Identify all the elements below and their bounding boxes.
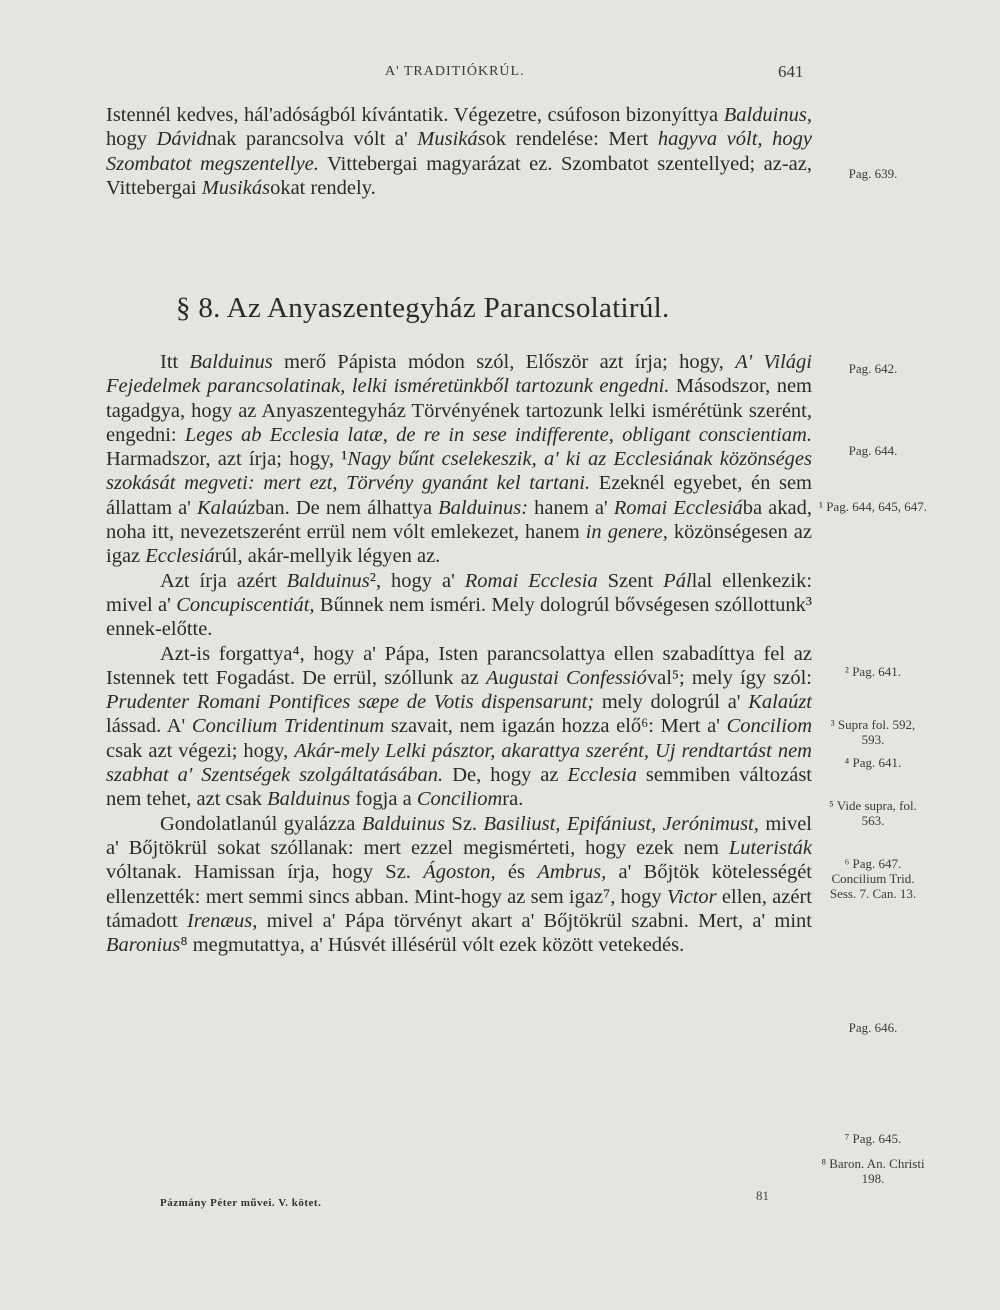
margin-note: Pag. 644.	[848, 443, 898, 458]
text-segment: Ecclesia	[567, 764, 637, 787]
text-segment: Gondolatlanúl gyalázza	[160, 812, 362, 835]
text-segment: csak azt végezi; hogy,	[106, 739, 295, 762]
text-segment: Luteristák	[728, 836, 812, 859]
text-segment: Szent	[597, 569, 664, 592]
text-segment: Ambrus,	[537, 861, 607, 884]
text-segment: szavait, nem igazán hozza elő	[384, 715, 642, 738]
text-segment: okat rendely.	[270, 176, 376, 199]
margin-note: ¹ Pag. 644, 645, 647.	[819, 499, 927, 514]
text-segment: Conciliom	[726, 715, 813, 738]
text-segment: , hogy a'	[375, 569, 465, 592]
text-segment: Harmadszor, azt írja; hogy,	[106, 448, 342, 471]
text-segment: lássad. A'	[106, 715, 192, 738]
text-segment: Akár-mely Lelki pásztor, akarattya szerént, Uj rendtartást nem szabhat a' Szentségek szolgáltatásában.	[106, 739, 812, 787]
text-segment: ra.	[502, 788, 524, 811]
paragraph	[106, 350, 812, 569]
text-segment: Pál	[663, 569, 692, 592]
text-segment: Ágoston,	[423, 861, 496, 884]
margin-note: ⁴ Pag. 641.	[844, 755, 902, 770]
text-segment: Azt-is forgattya	[160, 642, 293, 665]
footnote-marker: ¹	[341, 448, 348, 471]
text-segment: Balduinus	[361, 812, 445, 835]
margin-note: ⁶ Pag. 647. Concilium Trid. Sess. 7. Can. 13.	[829, 856, 917, 901]
paragraph	[106, 103, 812, 200]
paragraph-block-2	[106, 350, 812, 957]
text-segment: Balduinus	[189, 351, 273, 373]
footnote-marker: ⁴	[292, 642, 300, 665]
text-segment: val	[646, 666, 672, 689]
text-segment: Musikás	[417, 128, 486, 151]
text-segment: Romai Ecclesiá	[613, 496, 743, 519]
section-heading: § 8. Az Anyaszentegyház Parancsolatirúl.	[176, 292, 670, 324]
text-segment: Leges ab Ecclesia latæ, de re in sese indifferente, obligant conscientiam.	[184, 423, 812, 446]
text-segment: Ezeknél egyebet, én sem állattam a'	[106, 472, 812, 519]
text-segment: , hogy a' Pápa, Isten parancsolattya ellen szabadíttya fel az Istennek tett Fogadást. De errül, szóllunk az	[106, 642, 812, 689]
text-segment: Romai Ecclesia	[464, 569, 598, 592]
margin-note: ² Pag. 641.	[845, 664, 901, 679]
text-segment: mivel a' Bőjtökrül sokat szóllanak: mert ezzel megismérteti, hogy ezek nem	[106, 812, 813, 859]
margin-note: ⁵ Vide supra, fol. 563.	[829, 798, 917, 828]
text-segment: Irenæus,	[186, 909, 258, 932]
text-segment: : Mert a'	[648, 715, 727, 738]
footnote-marker: ²	[369, 569, 376, 592]
text-segment: , hogy	[610, 885, 667, 908]
text-segment: fogja a	[350, 788, 417, 811]
footnote-marker: ⁷	[603, 885, 611, 908]
text-segment: mivel a' Pápa törvényt akart a' Bőjtökrül szabni. Mert, a' mint	[257, 909, 812, 932]
text-segment: Kalaúz	[196, 496, 256, 519]
footnote-marker: ⁶	[641, 715, 649, 738]
margin-note: Pag. 642.	[848, 361, 898, 376]
page-number: 641	[778, 62, 804, 81]
text-segment: Conciliom	[416, 788, 503, 811]
running-header: A' TRADITIÓKRÚL.	[385, 64, 525, 79]
text-segment: Nagy bűnt cselekeszik, a' ki az Ecclesiának közönséges szokását megveti: mert ezt, Törvény gyanánt kel tartani.	[106, 448, 812, 495]
text-segment: Kalaúzt	[748, 691, 812, 714]
text-segment: ok rendelése: Mert	[485, 128, 658, 151]
text-segment: Itt	[160, 351, 190, 373]
text-segment: ennek-előtte.	[106, 618, 213, 641]
text-segment: mely dologrúl a'	[594, 691, 749, 714]
paragraph-block-1	[106, 103, 812, 200]
paragraph	[106, 812, 812, 958]
margin-note: Pag. 639.	[848, 166, 898, 181]
text-segment: rúl, akár-mellyik légyen az.	[214, 545, 441, 568]
text-segment: ba akad, noha itt, nevezetszerént errül nem vólt emlekezet, hanem	[106, 496, 813, 544]
margin-note: ⁸ Baron. An. Christi 198.	[821, 1156, 925, 1186]
text-segment: és	[495, 861, 538, 884]
text-segment: lal ellenkezik: mivel a'	[106, 569, 813, 616]
text-segment: nak parancsolva vólt a'	[206, 128, 418, 151]
signature-mark: 81	[756, 1188, 769, 1203]
text-segment: Sz.	[445, 812, 484, 835]
footnote-marker: ⁸	[180, 934, 188, 957]
text-segment: Ecclesiá	[145, 545, 215, 568]
text-segment: Istennél kedves, hál'adóságból kívántatik. Végezetre, csúfoson bizonyíttya	[106, 104, 724, 126]
text-segment: Azt írja azért	[160, 569, 287, 592]
text-segment: Dávid	[156, 128, 207, 151]
margin-note: ⁷ Pag. 645.	[844, 1131, 902, 1146]
text-segment: Balduinus	[267, 788, 351, 811]
text-segment: Prudenter Romani Pontifices sæpe de Votis dispensarunt;	[106, 691, 595, 714]
text-segment: semmiben változást nem tehet, azt csak	[106, 764, 812, 811]
text-segment: merő Pápista módon szól, Először azt írja; hogy,	[272, 351, 736, 373]
text-segment: hagyva vólt, hogy Szombatot megszentellye.	[106, 128, 812, 175]
text-segment: Augustai Confessió	[485, 666, 647, 689]
text-segment: Vittebergai magyarázat ez. Szombatot szentellyed; az-az, Vittebergai	[106, 152, 813, 199]
text-segment: ellen, azért támadott	[106, 885, 812, 932]
text-segment: hanem a'	[528, 496, 614, 519]
text-segment: megmutattya, a' Húsvét illésérül vólt ezek között vetekedés.	[187, 934, 685, 957]
text-segment: Balduinus	[286, 569, 370, 592]
paragraph	[106, 569, 812, 642]
text-segment: ban. De nem álhattya	[255, 496, 439, 519]
text-segment: Balduinus:	[438, 496, 529, 519]
text-segment: Musikás	[201, 176, 271, 199]
text-segment: Basiliust, Epifániust, Jerónimust,	[483, 812, 759, 835]
text-segment: in genere,	[585, 521, 668, 544]
text-segment: Victor	[666, 885, 717, 908]
text-segment: Concupiscentiát,	[176, 593, 315, 616]
text-segment: A' Világi Fejedelmek parancsolatinak, lelki isméretünkből tartozunk engedni.	[106, 351, 813, 398]
text-segment: Bűnnek nem isméri. Mely dologrúl bővségesen szóllottunk	[314, 593, 806, 616]
footer-imprint: Pázmány Péter művei. V. kötet.	[160, 1197, 322, 1209]
text-segment: vóltanak. Hamissan írja, hogy Sz.	[106, 861, 424, 884]
footnote-marker: ³	[805, 593, 812, 616]
margin-note: Pag. 646.	[848, 1020, 898, 1035]
text-segment: Balduinus	[723, 104, 807, 126]
text-segment: a' Bőjtök kötelességét ellenzették: mert semmi sincs abban. Mint-hogy az sem igaz	[106, 861, 812, 908]
paragraph	[106, 642, 812, 812]
text-segment: közönségesen az igaz	[106, 521, 812, 568]
text-segment: , hogy	[106, 104, 812, 151]
footnote-marker: ⁵	[671, 666, 680, 689]
text-segment: Baronius	[106, 934, 181, 957]
text-segment: Concilium Tridentinum	[191, 715, 385, 738]
text-segment: De, hogy az	[443, 764, 568, 787]
margin-note: ³ Supra fol. 592, 593.	[830, 717, 916, 747]
text-segment: ; mely így szól:	[679, 666, 812, 689]
text-segment: Másodszor, nem tagadgya, hogy az Anyaszentegyház Törvényének tartozunk lelki ismérétünk szerént, engedni:	[106, 375, 812, 446]
